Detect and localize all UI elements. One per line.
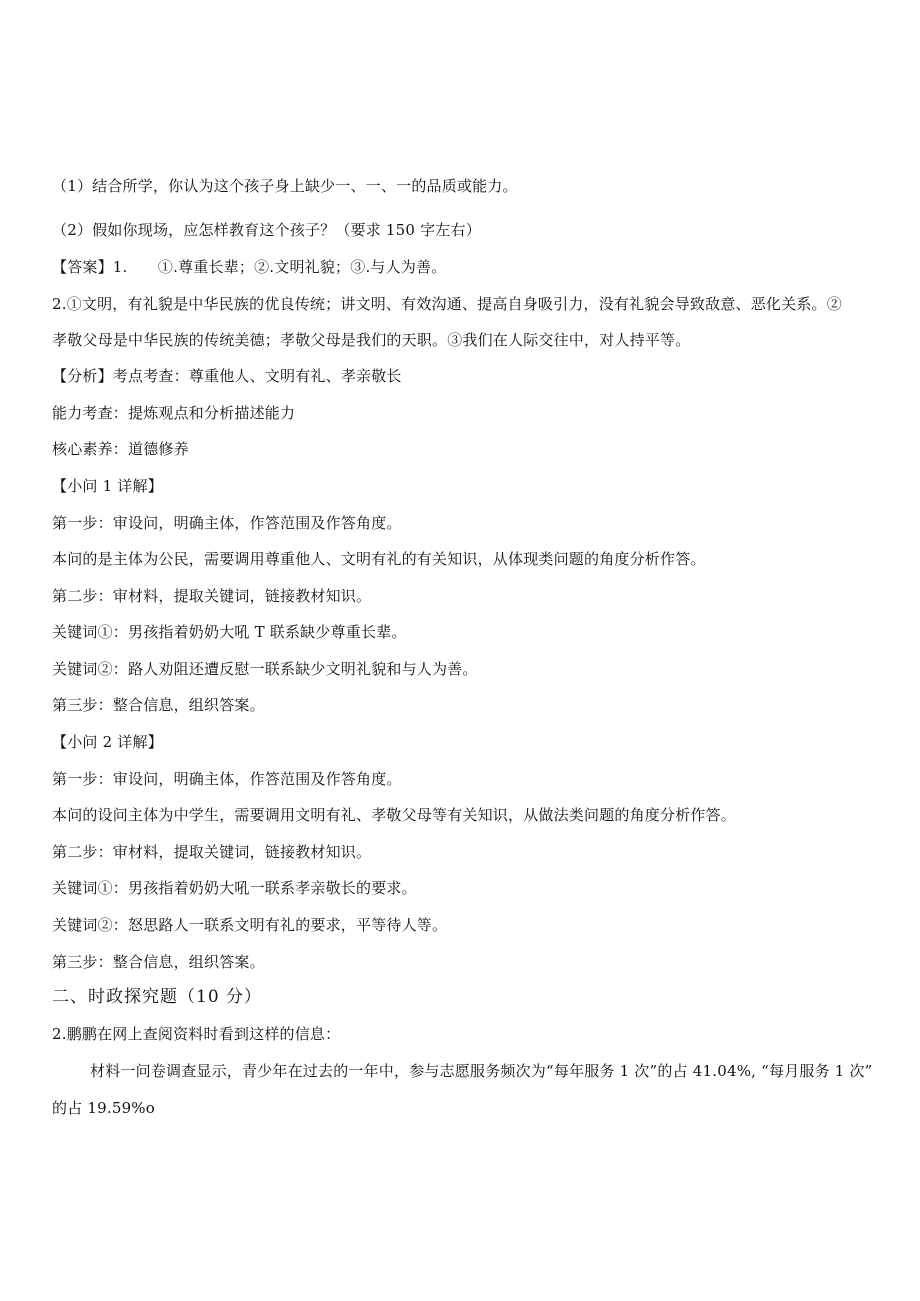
q1-step-3: 第三步：整合信息，组织答案。 — [52, 696, 265, 714]
q2-keyword-2: 关键词②：怒思路人一联系文明有礼的要求，平等待人等。 — [52, 916, 448, 934]
question-1: （1）结合所学，你认为这个孩子身上缺少一、一、一的品质或能力。 — [52, 177, 518, 195]
analysis-literacy: 核心素养：道德修养 — [52, 440, 189, 458]
q2-step-3: 第三步：整合信息，组织答案。 — [52, 953, 265, 971]
question-2-intro: 2.鹏鹏在网上查阅资料时看到这样的信息： — [52, 1025, 341, 1043]
analysis-topics: 【分析】考点考查：尊重他人、文明有礼、孝亲敬长 — [52, 367, 402, 385]
q1-step-1: 第一步：审设问，明确主体，作答范围及作答角度。 — [52, 514, 402, 532]
answer-2-line-1: 2.①文明，有礼貌是中华民族的优良传统；讲文明、有效沟通、提高自身吸引力，没有礼貌会导致敌意、恶化关系。② — [52, 295, 842, 313]
q1-step-1-detail: 本问的是主体为公民，需要调用尊重他人、文明有礼的有关知识，从体现类问题的角度分析作答。 — [52, 550, 706, 568]
q2-step-1: 第一步：审设问，明确主体，作答范围及作答角度。 — [52, 770, 402, 788]
q1-keyword-1: 关键词①：男孩指着奶奶大吼 T 联系缺少尊重长辈。 — [52, 623, 407, 641]
material-1-line-2: 的占 19.59%o — [52, 1099, 155, 1117]
analysis-ability: 能力考查：提炼观点和分析描述能力 — [52, 404, 296, 422]
q2-keyword-1: 关键词①：男孩指着奶奶大吼一联系孝亲敬长的要求。 — [52, 879, 417, 897]
answer-1: 【答案】1. ①.尊重长辈；②.文明礼貌；③.与人为善。 — [52, 258, 447, 276]
q2-step-1-detail: 本问的设问主体为中学生，需要调用文明有礼、孝敬父母等有关知识，从做法类问题的角度分析作答。 — [52, 806, 737, 824]
q1-keyword-2: 关键词②：路人劝阻还遭反慰一联系缺少文明礼貌和与人为善。 — [52, 660, 478, 678]
sub-question-2-heading: 【小问 2 详解】 — [52, 733, 163, 751]
sub-question-1-heading: 【小问 1 详解】 — [52, 477, 163, 495]
q1-step-2: 第二步：审材料，提取关键词，链接教材知识。 — [52, 587, 372, 605]
section-heading: 二、时政探究题（10 分） — [52, 987, 263, 1007]
material-1-line-1: 材料一问卷调查显示，青少年在过去的一年中，参与志愿服务频次为“每年服务 1 次”的占 41.04%, “每月服务 1 次” — [90, 1062, 873, 1080]
q2-step-2: 第二步：审材料，提取关键词，链接教材知识。 — [52, 843, 372, 861]
answer-2-line-2: 孝敬父母是中华民族的传统美德；孝敬父母是我们的天职。③我们在人际交往中，对人持平等。 — [52, 331, 691, 349]
question-2: （2）假如你现场，应怎样教育这个孩子？（要求 150 字左右） — [52, 221, 481, 239]
